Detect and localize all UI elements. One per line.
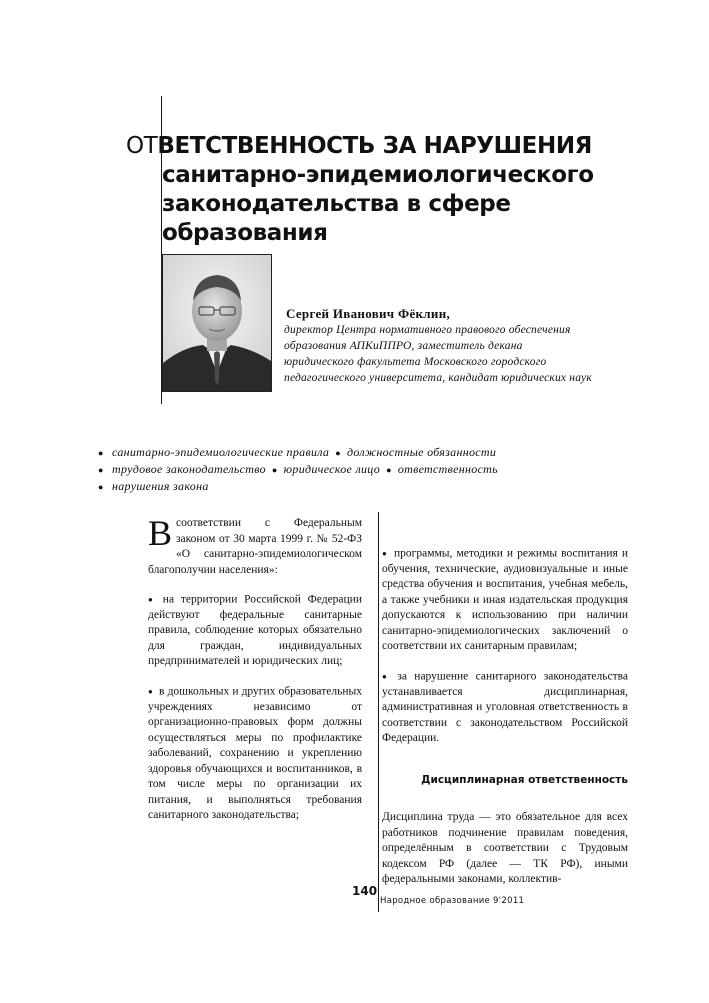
column-divider-rule xyxy=(378,512,379,912)
keyword: должностные обязанности xyxy=(346,445,497,459)
author-name: Сергей Иванович Фёклин, xyxy=(286,306,451,321)
keyword: ответственность xyxy=(397,462,498,476)
bullet-text: на территории Российской Федерации действуют федеральные санитарные правила, соблюдение которых обязательно для граждан, индивидуальных предпринимателей и юридических лиц; xyxy=(148,593,362,668)
body-paragraph: Дисциплина труда — это обязательное для всех работников подчинение правилам поведения, определённым в соответствии с Трудовым кодексом РФ (далее — ТК РФ), иными федеральными законами, коллектив- xyxy=(382,811,628,886)
keyword: нарушения закона xyxy=(112,479,209,493)
keywords-list xyxy=(98,444,618,495)
bullet-icon: ● xyxy=(335,448,341,458)
bullet-icon: ● xyxy=(98,465,104,475)
keyword: юридическое лицо xyxy=(283,462,381,476)
intro-text: соответствии с Федеральным законом от 30 марта 1999 г. № 52-ФЗ «О санитарно-эпидемиологическом благополучии населения»: xyxy=(148,517,362,576)
title-prefix: ОТ xyxy=(126,133,158,159)
journal-name: Народное образование 9'2011 xyxy=(380,896,525,906)
bullet-text: программы, методики и режимы воспитания и обучения, технические, аудиовизуальные и иные средства обучения и воспитания, учебная мебель, а также учебники и иная издательская продукция допускаются к использованию при наличии санитарно-эпидемиологических заключений о соответствии их санитарным правилам; xyxy=(382,547,628,653)
title-line-4: образования xyxy=(162,220,328,246)
bullet-paragraph xyxy=(148,684,362,824)
bullet-icon: ● xyxy=(386,465,392,475)
bullet-icon: ● xyxy=(98,482,104,492)
bullet-icon: ● xyxy=(148,595,157,604)
page-number: 140 xyxy=(352,884,378,898)
author-photo xyxy=(162,254,272,392)
author-description xyxy=(284,322,644,386)
bullet-icon: ● xyxy=(148,686,154,696)
title-line-1: ВЕТСТВЕННОСТЬ ЗА НАРУШЕНИЯ xyxy=(157,133,592,159)
bullet-icon: ● xyxy=(98,448,104,458)
keyword: санитарно-эпидемиологические правила xyxy=(112,445,330,459)
section-subheading: Дисциплинарная ответственность xyxy=(421,773,628,786)
bullet-icon: ● xyxy=(271,465,278,475)
drop-cap: В xyxy=(148,513,173,553)
keyword: трудовое законодательство xyxy=(112,462,266,476)
left-column xyxy=(148,513,362,838)
author-desc-line: образования АПКиППРО, заместитель декана xyxy=(284,340,523,352)
author-desc-line: юридического факультета Московского городского xyxy=(284,356,547,368)
bullet-paragraph xyxy=(148,592,362,670)
bullet-paragraph xyxy=(382,546,628,655)
title-line-3: законодательства в сфере xyxy=(162,191,511,217)
title-line-2: санитарно-эпидемиологического xyxy=(162,162,594,188)
intro-paragraph xyxy=(148,513,362,578)
bullet-text: в дошкольных и других образовательных учреждениях независимо от организационно-правовых форм должны осуществляться меры по профилактике заболеваний, сохранению и укреплению здоровья обучающихся и воспитанников, в том числе меры по организации их питания, и выполняться требования санитарного законодательства; xyxy=(148,685,362,822)
right-column xyxy=(382,546,628,902)
bullet-paragraph xyxy=(382,669,628,747)
bullet-icon: ● xyxy=(382,549,389,558)
bullet-text: за нарушение санитарного законодательства устанавливается дисциплинарная, административная и уголовная ответственность в соответствии с законодательством Российской Федерации. xyxy=(382,670,628,745)
author-desc-line: директор Центра нормативного правового обеспечения xyxy=(284,324,571,336)
author-desc-line: педагогического университета, кандидат юридических наук xyxy=(284,372,592,384)
article-title xyxy=(126,132,686,248)
author-portrait-image xyxy=(163,255,271,391)
bullet-icon: ● xyxy=(382,671,392,681)
